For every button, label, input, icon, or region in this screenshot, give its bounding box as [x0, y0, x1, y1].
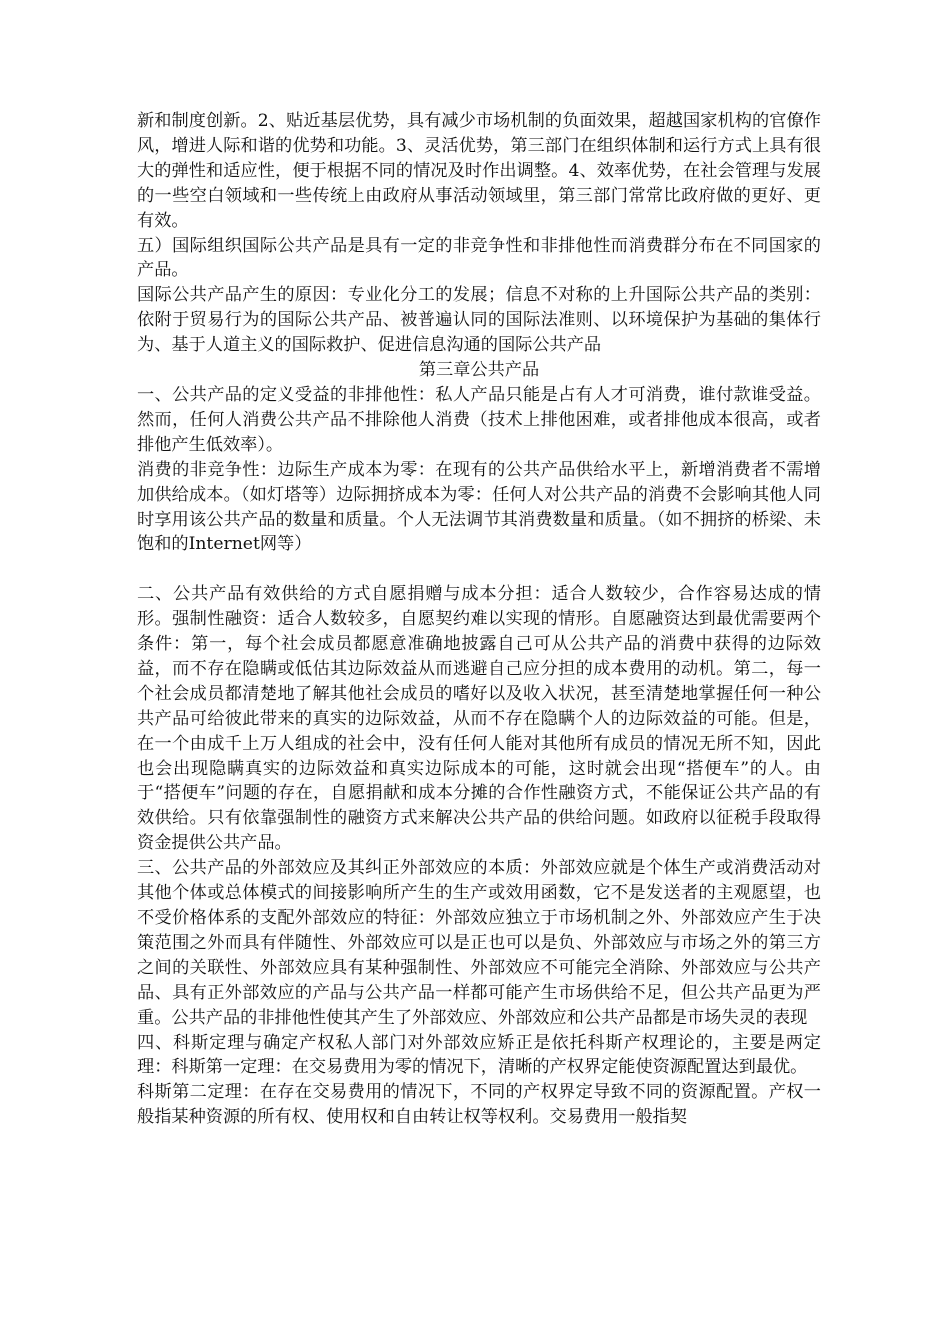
- paragraph-international-public-goods: 国际公共产品产生的原因：专业化分工的发展；信息不对称的上升国际公共产品的类别：依附于贸易行为的国际公共产品、被普遍认同的国际法准则、以环境保护为基础的集体行为、基于人道主义的国际救护、促进信息沟通的国际公共产品: [137, 285, 821, 356]
- paragraph-coase-second-theorem: 科斯第二定理：在存在交易费用的情况下，不同的产权界定导致不同的资源配置。产权一般指某种资源的所有权、使用权和自由转让权等权利。交易费用一般指契: [137, 1082, 821, 1128]
- paragraph-coase-theorem: 四、科斯定理与确定产权私人部门对外部效应矫正是依托科斯产权理论的，主要是两定理：科斯第一定理：在交易费用为零的情况下，清晰的产权界定能使资源配置达到最优。: [137, 1032, 821, 1078]
- paragraph-third-sector-advantages: 新和制度创新。2、贴近基层优势，具有减少市场机制的负面效果，超越国家机构的官僚作风，增进人际和谐的优势和功能。3、灵活优势，第三部门在组织体制和运行方式上具有很大的弹性和适应性，便于根据不同的情况及时作出调整。4、效率优势，在社会管理与发展的一些空白领域和一些传统上由政府从事活动领域里，第三部门常常比政府做的更好、更有效。: [137, 111, 821, 231]
- blank-line: [137, 557, 821, 582]
- paragraph-public-goods-definition: 一、公共产品的定义受益的非排他性：私人产品只能是占有人才可消费，谁付款谁受益。然而，任何人消费公共产品不排除他人消费（技术上排他困难，或者排他成本很高，或者排他产生低效率）。: [137, 384, 821, 455]
- document-page: [137, 109, 821, 1130]
- paragraph-externalities: 三、公共产品的外部效应及其纠正外部效应的本质：外部效应就是个体生产或消费活动对其他个体或总体模式的间接影响所产生的生产或效用函数，它不是发送者的主观愿望，也不受价格体系的支配外部效应的特征：外部效应独立于市场机制之外、外部效应产生于决策范围之外而具有伴随性、外部效应可以是正也可以是负、外部效应与市场之外的第三方之间的关联性、外部效应具有某种强制性、外部效应不可能完全消除、外部效应与公共产品、具有正外部效应的产品与公共产品一样都可能产生市场供给不足，但公共产品更为严重。公共产品的非排他性使其产生了外部效应、外部效应和公共产品都是市场失灵的表现: [137, 858, 821, 1028]
- paragraph-international-organizations: 五）国际组织国际公共产品是具有一定的非竞争性和非排他性而消费群分布在不同国家的产品。: [137, 235, 821, 281]
- paragraph-effective-supply: 二、公共产品有效供给的方式自愿捐赠与成本分担：适合人数较少，合作容易达成的情形。强制性融资：适合人数较多，自愿契约难以实现的情形。自愿融资达到最优需要两个条件：第一，每个社会成员都愿意准确地披露自己可从公共产品的消费中获得的边际效益，而不存在隐瞒或低估其边际效益从而逃避自己应分担的成本费用的动机。第二，每一个社会成员都清楚地了解其他社会成员的嗜好以及收入状况，甚至清楚地掌握任何一种公共产品可给彼此带来的真实的边际效益，从而不存在隐瞒个人的边际效益的可能。但是，在一个由成千上万人组成的社会中，没有任何人能对其他所有成员的情况无所不知，因此也会出现隐瞒真实的边际效益和真实边际成本的可能，这时就会出现“搭便车”的人。由于“搭便车”问题的存在，自愿捐献和成本分摊的合作性融资方式，不能保证公共产品的有效供给。只有依靠强制性的融资方式来解决公共产品的供给问题。如政府以征税手段取得资金提供公共产品。: [137, 584, 821, 854]
- chapter-title: 第三章公共产品: [418, 360, 540, 381]
- paragraph-non-rivalry: 消费的非竞争性：边际生产成本为零：在现有的公共产品供给水平上，新增消费者不需增加供给成本。（如灯塔等）边际拥挤成本为零：任何人对公共产品的消费不会影响其他人同时享用该公共产品的数量和质量。个人无法调节其消费数量和质量。（如不拥挤的桥梁、未饱和的Internet网等）: [137, 459, 821, 555]
